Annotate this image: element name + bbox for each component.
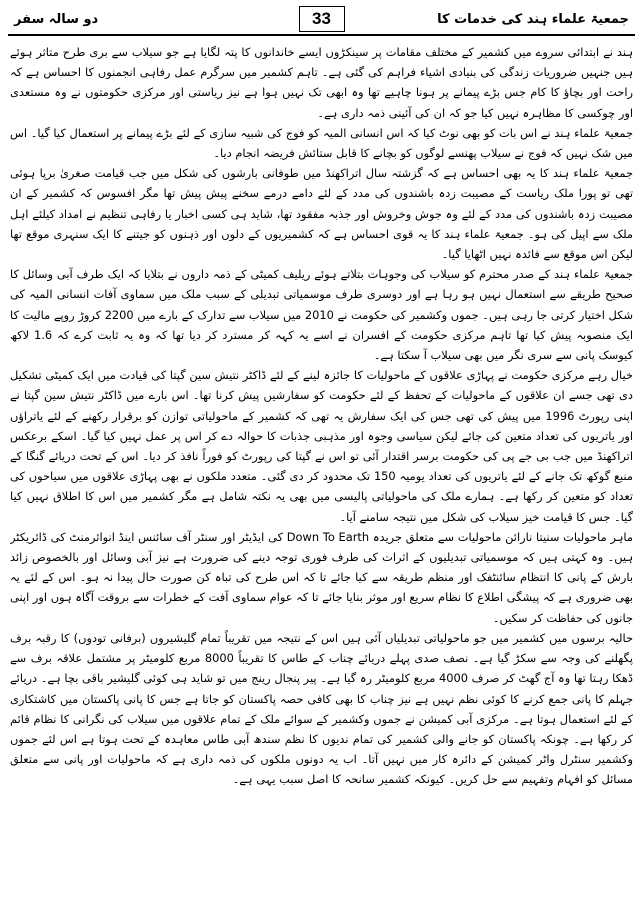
- paragraph: ہند نے ابتدائی سروے میں کشمیر کے مختلف مقامات پر سینکڑوں ایسے خاندانوں کا پتہ لگایا ہے جو سیلاب سے بری طرح متاثر ہوئے ہیں جنہیں ضروریات زندگی کی بنیادی اشیاء فراہم کی گئی ہے۔ تاہم کشمیر میں سرگرم عمل رفاہی انجمنوں کا احساس ہے کہ راحت اور بچاؤ کا کام جس بڑے پیمانے پر ہونا چاہیے تھا وہ ابھی تک نہیں ہوا ہے نیز ریاستی اور مرکزی حکومتوں نے وہ مستعدی اور چوکسی کا مظاہرہ نہیں کیا جو کہ ان کی آئینی ذمہ داری ہے۔: [10, 45, 633, 120]
- paragraph: جمعیۃ علماء ہند کا یہ بھی احساس ہے کہ گزشتہ سال اتراکھنڈ میں طوفانی بارشوں کی شکل میں جب قیامت صغریٰ برپا ہوئی تھی تو پورا ملک ریاست کے مصیبت زدہ باشندوں کی مدد کے لئے دامے درمے سخنے پیش پیش تھا مگر افسوس کہ کشمیر کے ان مصیبت زدہ باشندوں کی مدد کے لئے وہ جوش وخروش اور جذبہ مفقود تھا، شاید ہی کسی اخبار یا رفاہی تنظیم نے امداد کیلئے اہل ملک سے اپیل کی ہو۔ جمعیۃ علماء ہند کا یہ قوی احساس ہے کہ کشمیریوں کے دلوں اور ذہنوں کو جیتنے کا ایک سنہری موقع تھا لیکن اس موقع سے فائدہ نہیں اٹھایا گیا۔: [10, 166, 633, 262]
- page-number: 33: [299, 6, 345, 32]
- paragraph: جمعیۃ علماء ہند نے اس بات کو بھی نوٹ کیا کہ اس انسانی المیہ کو فوج کی شبیہ سازی کے لئے بڑے پیمانے پر استعمال کیا گیا۔ اس میں شک نہیں کہ فوج نے سیلاب پھنسے لوگوں کو بچانے کا قابل ستائش فریضہ انجام دیا۔: [10, 125, 633, 161]
- article-body: [10, 42, 633, 903]
- paragraph: خیال رہے مرکزی حکومت نے پہاڑی علاقوں کے ماحولیات کا جائزہ لینے کے لئے ڈاکٹر نتیش سین گپتا کی قیادت میں ایک کمیٹی تشکیل دی تھی جسے ان علاقوں کے ماحولیات کے تحفظ کے لئے حکومت کو سفارشیں پیش کرنا تھا۔ اس بارے میں ڈاکٹر نتیش سین گپتا نے اپنی رپورٹ 1996 میں پیش کی تھی جس کی ایک سفارش یہ تھی کہ کشمیر کے ماحولیاتی توازن کو برقرار رکھنے کے لئے یاتراؤں اور یاتریوں کی تعداد متعین کی جائے لیکن سیاسی وجوہ اور مذہبی جذبات کا حوالہ دے کر اس پر عمل نہیں کیا گیا۔ اسکے برعکس اتراکھنڈ میں جب بی جے پی کی حکومت برسر اقتدار آئی تو اس نے گپتا کی رپورٹ کو فوراً نافذ کر دیا۔ اس کے تحت دریائے گنگا کے منبع گوکھ تک جانے کے لئے یاتریوں کی تعداد یومیہ 150 تک محدود کر دی گئی۔ متعدد ملکوں نے بھی پہاڑی علاقوں میں سیاحوں کی تعداد کو متعین کر رکھا ہے۔ ہمارے ملک کی ماحولیاتی پالیسی میں بھی یہ نکتہ شامل ہے مگر کشمیر میں اس کا اطلاق نہیں کیا گیا۔ جس کا قیامت خیز سیلاب کی شکل میں نتیجہ سامنے آیا۔: [10, 368, 633, 524]
- chapter-title: جمعیۃ علماء ہند کی خدمات کا: [437, 11, 629, 27]
- book-title: دو سالہ سفر: [14, 11, 99, 27]
- paragraph: جمعیۃ علماء ہند کے صدر محترم کو سیلاب کی وجوہات بتلاتے ہوئے ریلیف کمیٹی کے ذمہ داروں نے بتلایا کہ ایک طرف آبی وسائل کا صحیح طریقے سے استعمال نہیں ہو رہا ہے اور دوسری طرف موسمیاتی تبدیلی کے سبب ملک میں سماوی آفات انسانی المیہ کی شکل اختیار کرتی جا رہی ہیں۔ جموں وکشمیر کی حکومت نے 2010 میں سیلاب سے تدارک کے بارے میں 2200 کروڑ روپے مالیت کا ایک منصوبہ پیش کیا تھا تاہم مرکزی حکومت کے افسران نے اسے یہ کہہ کر مسترد کر دیا تھا کہ وہ یہ ثابت کرے کہ 1.6 لاکھ کیوسک پانی سے سری نگر میں بھی سیلاب آ سکتا ہے۔: [10, 267, 633, 363]
- page-header: [8, 4, 635, 36]
- paragraph: حالیہ برسوں میں کشمیر میں جو ماحولیاتی تبدیلیاں آئی ہیں اس کے نتیجہ میں تقریباً تمام گلیشیروں (برفانی تودوں) کا رقبہ برف پگھلنے کی وجہ سے سکڑ گیا ہے۔ نصف صدی پہلے دریائے چناب کے طاس کا تقریباً 8000 مربع کلومیٹر پر مشتمل علاقہ برف سے ڈھکا رہتا تھا وہ آج گھٹ کر صرف 4000 مربع کلومیٹر رہ گیا ہے۔ پیر پنجال رینج میں تو شاید ہی کوئی گلیشیر باقی بچا ہے۔ دریائے جہلم کا پانی جمع کرنے کا کوئی نظم نہیں ہے نیز چناب کا بھی کافی حصہ پاکستان کو جاتا ہے جس کا پانی پاکستان میں کاشتکاری کے لئے استعمال ہوتا ہے۔ مرکزی آبی کمیشن نے جموں وکشمیر کے سوائے ملک کے تمام علاقوں میں سیلاب کی نگرانی کا نظام قائم کر رکھا ہے۔ چونکہ پاکستان کو جانے والی کشمیر کی تمام ندیوں کا نظم سندھ آبی طاس معاہدہ کے تحت ہوتا ہے اس لئے جموں وکشمیر سنٹرل واٹر کمیشن کے دائرہ کار میں نہیں آتا۔ اب یہ دونوں ملکوں کی ذمہ داری ہے کہ ماحولیات اور پانی سے متعلق مسائل کو افہام وتفہیم سے حل کریں۔ کیونکہ کشمیر سانحہ کا اصل سبب یہی ہے۔: [10, 630, 633, 787]
- paragraph: ماہر ماحولیات سنیتا نارائن ماحولیات سے متعلق جریدہ Down To Earth کی ایڈیٹر اور سنٹر آف سائنس اینڈ انوائرمنٹ کی ڈائریکٹر ہیں۔ وہ کہتی ہیں کہ موسمیاتی تبدیلیوں کے اثرات کی طرف فوری توجہ دینے کی ضرورت ہے نیز آبی وسائل اور بالخصوص زائد بارش کے پانی کا انتظام سائنٹفک اور منظم طریقہ سے کیا جائے تا کہ اس طرح کی تباہ کن صورت حال پیدا نہ ہو۔ اس کے لئے یہ بھی ضروری ہے کہ پیشگی اطلاع کا نظام سریع اور موثر بنایا جائے تا کہ عوام سماوی آفت کے خطرات سے بروقت آگاہ ہوں اور اپنی جانوں کی حفاظت کر سکیں۔: [10, 529, 633, 625]
